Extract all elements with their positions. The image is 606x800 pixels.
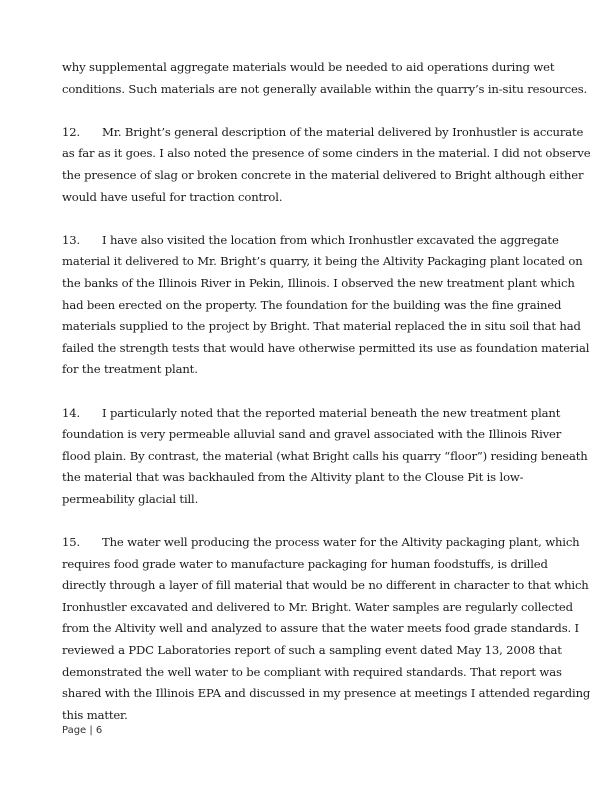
- paragraph-line: [62, 683, 591, 705]
- paragraph-line: [62, 230, 559, 252]
- line-text: this matter.: [62, 707, 128, 722]
- line-text: Ironhustler excavated and delivered to Mr. Bright. Water samples are regularly collected: [62, 599, 573, 614]
- paragraph-line: [62, 187, 522, 209]
- paragraph-line: [62, 554, 548, 576]
- paragraph-line: [62, 467, 522, 489]
- paragraph-line: [62, 251, 583, 273]
- line-text: foundation is very permeable alluvial sand and gravel associated with the Illinois River: [62, 427, 562, 442]
- line-text: for the treatment plant.: [62, 362, 198, 377]
- paragraph-number: 14.: [62, 405, 80, 420]
- paragraph-line: [62, 143, 591, 165]
- line-text: failed the strength tests that would have otherwise permitted its use as foundation material: [62, 340, 590, 355]
- document-body: [62, 57, 591, 748]
- line-text: Mr. Bright’s general description of the material delivered by Ironhustler is accurate: [102, 124, 584, 139]
- line-text: directly through a layer of fill material that would be no different in character to that which: [62, 578, 589, 593]
- paragraph: [62, 403, 588, 511]
- paragraph-line: [62, 424, 562, 446]
- line-text: the material that was backhauled from the Altivity plant to the Clouse Pit is low-: [62, 470, 524, 485]
- paragraph-number: 12.: [62, 124, 80, 139]
- paragraph-line: [62, 165, 584, 187]
- paragraph: [62, 532, 591, 726]
- paragraph-line: [62, 705, 522, 727]
- paragraph-line: [62, 640, 562, 662]
- paragraph-line: [62, 338, 590, 360]
- line-text: why supplemental aggregate materials would be needed to aid operations during wet: [62, 60, 555, 74]
- paragraph: [62, 230, 590, 381]
- line-text: reviewed a PDC Laboratories report of such a sampling event dated May 13, 2008 that: [62, 643, 562, 658]
- paragraph-line: [62, 662, 562, 684]
- paragraph-number: 15.: [62, 535, 80, 550]
- paragraph-line: [62, 273, 575, 295]
- line-text: the banks of the Illinois River in Pekin, Illinois. I observed the new treatment plant which: [62, 275, 575, 290]
- paragraph-line: [62, 295, 562, 317]
- paragraph-line: [62, 489, 522, 511]
- page-number: Page | 6: [62, 725, 103, 736]
- line-text: shared with the Illinois EPA and discussed in my presence at meetings I attended regarding: [62, 686, 591, 701]
- paragraph-line: [62, 446, 588, 468]
- line-text: the presence of slag or broken concrete in the material delivered to Bright although either: [62, 167, 584, 182]
- paragraph-line: [62, 316, 581, 338]
- paragraph-line: [62, 532, 580, 554]
- paragraph: [62, 122, 591, 208]
- line-text: had been erected on the property. The foundation for the building was the fine grained: [62, 297, 562, 312]
- line-text: requires food grade water to manufacture packaging for human foodstuffs, is drilled: [62, 556, 548, 571]
- paragraph-line: [62, 403, 561, 425]
- line-text: demonstrated the well water to be compliant with required standards. That report was: [62, 664, 562, 679]
- line-text: materials supplied to the project by Bright. That material replaced the in situ soil that had: [62, 319, 581, 334]
- line-text: material it delivered to Mr. Bright’s quarry, it being the Altivity Packaging plant located on: [62, 254, 583, 269]
- paragraph-line: [62, 57, 555, 79]
- line-text: flood plain. By contrast, the material (what Bright calls his quarry “floor”) residing beneath: [62, 448, 588, 463]
- line-text: conditions. Such materials are not generally available within the quarry’s in-situ resources.: [62, 81, 588, 96]
- paragraph-line: [62, 359, 522, 381]
- line-text: The water well producing the process water for the Altivity packaging plant, which: [102, 535, 580, 550]
- line-text: I particularly noted that the reported material beneath the new treatment plant: [102, 405, 561, 420]
- paragraph-line: [62, 79, 588, 101]
- line-text: I have also visited the location from which Ironhustler excavated the aggregate: [102, 232, 559, 247]
- line-text: from the Altivity well and analyzed to assure that the water meets food grade standards. I: [62, 621, 579, 636]
- paragraph-line: [62, 122, 584, 144]
- line-text: as far as it goes. I also noted the presence of some cinders in the material. I did not observe: [62, 146, 591, 161]
- line-text: would have useful for traction control.: [62, 189, 283, 204]
- paragraph-line: [62, 597, 573, 619]
- paragraph-number: 13.: [62, 232, 80, 247]
- paragraph-line: [62, 575, 589, 597]
- paragraph-line: [62, 618, 579, 640]
- paragraph: [62, 57, 588, 100]
- line-text: permeability glacial till.: [62, 491, 199, 506]
